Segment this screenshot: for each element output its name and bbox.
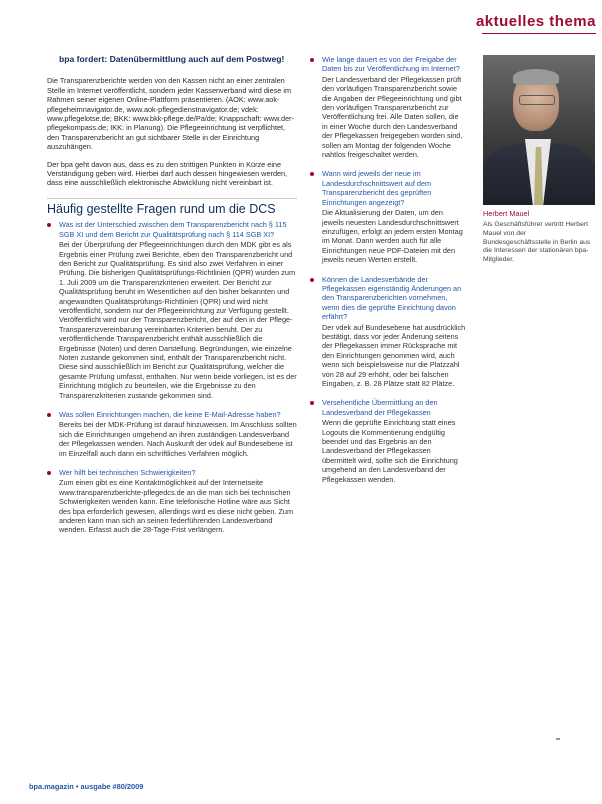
faq-question: Wann wird jeweils der neue im Landesdurchschnittswert auf dem Transparenzbericht des geprüften Einrichtungen angezeigt? [322, 169, 432, 207]
faq-item [310, 275, 466, 389]
faq-answer: Wenn die geprüfte Einrichtung statt eines Logouts die Kommentierung endgültig beendet und das Ergebnis an den Landesverband der Pflegekassen übermittelt wird, sollte sich die Einrichtung umgehend an den Landesverband der Pflegekassen wenden. [322, 418, 458, 484]
photo-caption-text: Als Geschäftsführer vertritt Herbert Mauel von der Bundesgeschäftsstelle in Berlin aus die Interessen der stationären bpa-Mitglieder. [483, 221, 591, 263]
faq-question: Versehentliche Übermittlung an den Landesverband der Pflegekassen [322, 398, 438, 417]
portrait-glasses [519, 95, 555, 105]
bullet-icon [47, 471, 51, 475]
bullet-icon [310, 172, 314, 176]
middle-column [310, 55, 466, 494]
faq-item [47, 468, 297, 535]
photo-caption-name: Herbert Mauel [483, 209, 530, 218]
faq-question: Wer hilft bei technischen Schwierigkeiten? [59, 468, 196, 478]
portrait-hair [513, 69, 559, 85]
info-box-title: bpa fordert: Datenübermittlung auch auf dem Postweg! [59, 54, 285, 64]
portrait-photo [483, 55, 595, 205]
intro-paragraph: Der bpa geht davon aus, dass es zu den strittigen Punkten in Kürze eine Verständigung geben wird. Hierbei darf auch dessen hingewiesen werden, dass eine ausschließlich elektronische Abwicklung nicht vereinbart ist. [47, 159, 288, 188]
bullet-icon [47, 413, 51, 417]
faq-heading: Häufig gestellte Fragen rund um die DCS [47, 198, 297, 214]
page-marker [556, 738, 560, 740]
faq-answer: Bei der Überprüfung der Pflegeeinrichtungen durch den MDK gibt es als Ergebnis einer Prüfung zwei Berichte, eben den Transparenzbericht und den Bericht zur Qualitätsprüfung. Es sind also zwei Verfahren in einer Prüfung. Die bisherigen Qualitätsprüfungs-Richtlinien (QPR) wurden zum 1. Juli 2009 um die Transparenzkriterien erweitert. Der Bericht zur Qualitätsprüfung beruht im Wesentlichen auf den bisher bekannten und angewandten Qualitätsprüfungs-Richtlinien (QPR) und wird nicht veröffentlicht, sondern nur der Pflegeeinrichtung zur Verfügung gestellt. Veröffentlicht wird nur der Transparenzbericht, der auf den in der Pflege-Transparenzvereinbarung vereinbarten Kriterien beruht. Der zu veröffentlichende Transparenzbericht enthält ausschließlich die Ergebnisse (Noten) und deren Darstellung. Begründungen, wie einzelne Noten zustande gekommen sind, enthält der Transparenzbericht nicht. Diese sind ausschließlich im Bericht zur Qualitätsprüfung, welcher die gesamte Prüfung umfasst, enthalten. Nur wenn beide vorliegen, ist es der Einrichtung möglich zu beurteilen, wie die Ergebnisse zu den Transparenzkriterien zustande gekommen sind. [59, 240, 297, 400]
faq-question: Können die Landesverbände der Pflegekassen eigenständig Änderungen an den Transparenzberichten vornehmen, wenn dies die geprüfte Einrichtung davon erfährt? [322, 274, 462, 322]
faq-question: Was ist der Unterschied zwischen dem Transparenzbericht nach § 115 SGB XI und dem Bericht zur Qualitätsprüfung nach § 114 SGB XI? [59, 220, 287, 239]
intro-paragraph: Die Transparenzberichte werden von den Kassen nicht an einer zentralen Stelle im Internet veröffentlicht, sondern jeder Kassenverband wird diese im Rahmen seiner eigenen Online-Plattform präsentieren. (AOK: www.aok-pflegeheimnavigator.de, www.aok-pflegedienstnavigator.de; vdek: www.pflegelotse.de; BKK: www.bkk-pflege.de/Pa/de; Knappschaft: www.der-pflegekompass.de; IKK: in Planung). Die Pflegeeinrichtung ist verpflichtet, den Transparenzbericht an gut sichtbarer Stelle in der Einrichtung auszuhängen. [47, 76, 295, 152]
bullet-icon [310, 401, 314, 405]
header-rule [482, 33, 596, 34]
faq-answer: Zum einen gibt es eine Kontaktmöglichkeit auf der Internetseite www.transparenzberichte-pflegedcs.de an die man sich bei technischen Schwierigkeiten wenden kann. Eine telefonische Hotline wäre aus Sicht des bpa erforderlich gewesen, allerdings wird es diese nicht geben. Zum anderen kann man sich an seinen federführenden Landesverband wenden. Erfasst auch die 28-Tage-Frist verlängern. [59, 478, 294, 535]
faq-question: Was sollen Einrichtungen machen, die keine E-Mail-Adresse haben? [59, 410, 281, 419]
faq-item [310, 55, 466, 159]
right-column [483, 55, 595, 264]
faq-answer: Bereits bei der MDK-Prüfung ist darauf hinzuweisen. Im Anschluss sollten sich die Einrichtungen umgehend an ihren zuständigen Landesverband der Pflegekassen wenden. Nach Auskunft der vdek auf Bundesebene ist im Einzelfall auch dann ein schriftliches Verfahren möglich. [59, 420, 297, 458]
bullet-icon [310, 278, 314, 282]
faq-item [47, 410, 297, 458]
footer-text: bpa.magazin • ausgabe #80/2009 [29, 782, 144, 791]
faq-answer: Der Landesverband der Pflegekassen prüft den vorläufigen Transparenzbericht sowie die Angaben der Pflegeeinrichtung und gibt den vorläufigen Transparenzbericht zur Veröffentlichung frei. Alle Daten sollen, die in einer Woche durch den Landesverband der Pflegekassen freigegeben worden sind, sollen am Montag der folgenden Woche nahtlos freigeschaltet werden. [322, 74, 463, 160]
faq-answer: Die Aktualisierung der Daten, um den jeweils neuesten Landesdurchschnittswert einzufügen, erfolgt an jedem ersten Montag im Monat. Dann werden auch für alle Einrichtungen neue PDF-Dateien mit den jeweils neuen Werten erstellt. [322, 208, 463, 265]
faq-question: Wie lange dauert es von der Freigabe der Daten bis zur Veröffentlichung im Internet? [322, 55, 460, 74]
faq-item [310, 398, 466, 484]
faq-item [47, 220, 297, 400]
faq-answer: Der vdek auf Bundesebene hat ausdrücklich bestätigt, dass vor jeder Änderung seitens der Pflegekassen immer Rücksprache mit den Einrichtungen genommen wird, auch wenn sich beispielsweise nur die Platzzahl von 28 auf 29 erhöht, oder bei falschen Eingaben, z. B. 28 Plätze statt 82 Plätze. [322, 322, 466, 388]
bullet-icon [47, 223, 51, 227]
bullet-icon [310, 58, 314, 62]
section-title: aktuelles thema [475, 13, 596, 30]
left-column [47, 55, 297, 545]
faq-item [310, 169, 466, 264]
